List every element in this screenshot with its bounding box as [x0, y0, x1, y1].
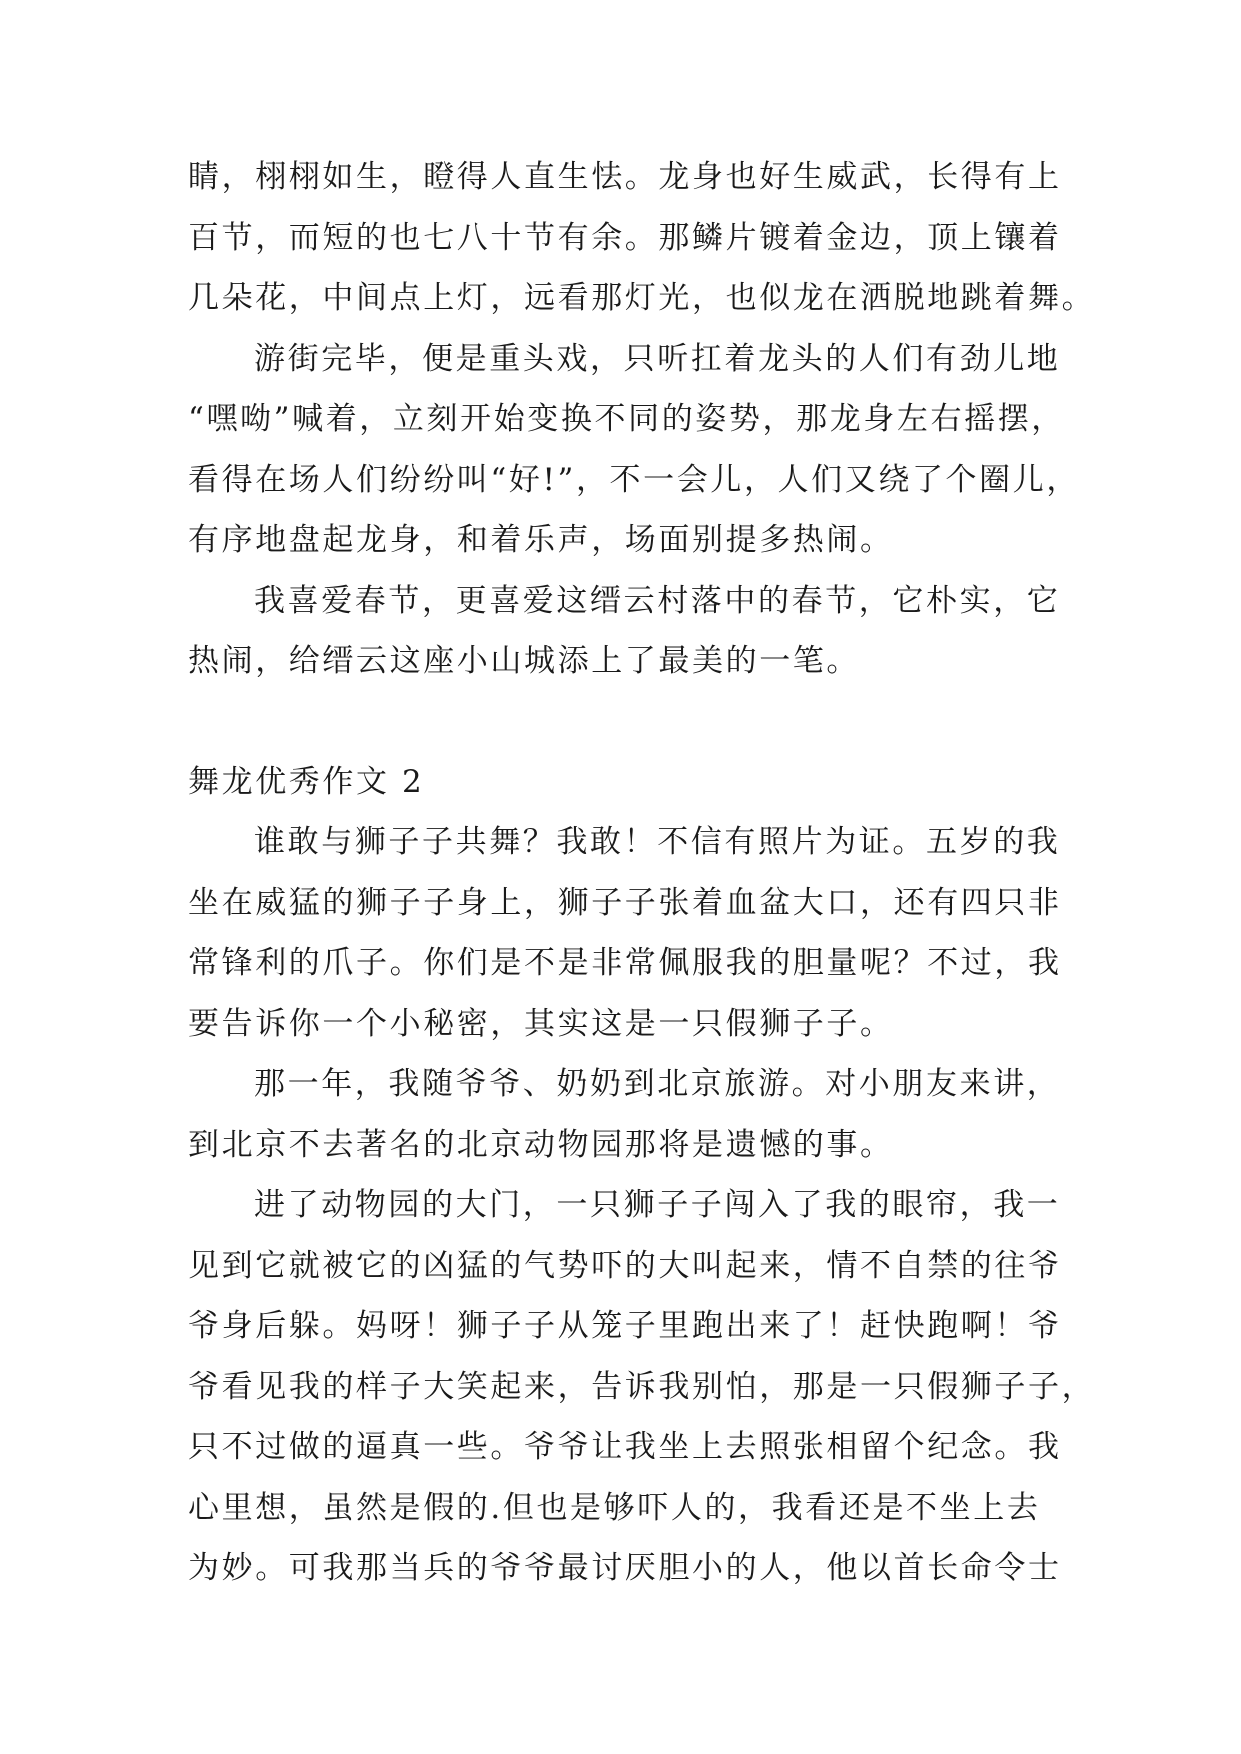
section-heading: 舞龙优秀作文 2: [188, 763, 425, 800]
paragraph-line: 那一年，我随爷爷、奶奶到北京旅游。对小朋友来讲，: [254, 1066, 1061, 1102]
paragraph-line: 睛，栩栩如生，瞪得人直生怯。龙身也好生威武，长得有上: [188, 159, 1062, 195]
paragraph-line: 要告诉你一个小秘密，其实这是一只假狮子子。: [188, 1005, 894, 1042]
paragraph-line: 看得在场人们纷纷叫“好!”，不一会儿，人们又绕了个圈儿，: [188, 461, 1080, 498]
paragraph-line: 到北京不去著名的北京动物园那将是遗憾的事。: [188, 1126, 894, 1163]
paragraph-line: 我喜爱春节，更喜爱这缙云村落中的春节，它朴实，它: [254, 582, 1061, 619]
paragraph-line: 谁敢与狮子子共舞？我敢！不信有照片为证。五岁的我: [254, 824, 1061, 860]
paragraph-line: 只不过做的逼真一些。爷爷让我坐上去照张相留个纪念。我: [188, 1429, 1062, 1465]
paragraph-line: 爷看见我的样子大笑起来，告诉我别怕，那是一只假狮子子，: [188, 1368, 1096, 1405]
paragraph-line: 有序地盘起龙身，和着乐声，场面别提多热闹。: [188, 522, 894, 558]
paragraph-line: 几朵花，中间点上灯，远看那灯光，也似龙在洒脱地跳着舞。: [188, 280, 1096, 316]
paragraph-line: 游街完毕，便是重头戏，只听扛着龙头的人们有劲儿地: [254, 340, 1061, 377]
paragraph-line: 进了动物园的大门，一只狮子子闯入了我的眼帘，我一: [254, 1187, 1061, 1223]
paragraph-line: 百节，而短的也七八十节有余。那鳞片镀着金边，顶上镶着: [188, 219, 1062, 256]
paragraph-line: 热闹，给缙云这座小山城添上了最美的一笔。: [188, 643, 860, 679]
paragraph-line: 见到它就被它的凶猛的气势吓的大叫起来，情不自禁的往爷: [188, 1247, 1062, 1284]
paragraph-line: 常锋利的爪子。你们是不是非常佩服我的胆量呢？不过，我: [188, 945, 1062, 981]
paragraph-line: 心里想，虽然是假的.但也是够吓人的，我看还是不坐上去: [188, 1489, 1041, 1526]
paragraph-line: 为妙。可我那当兵的爷爷最讨厌胆小的人，他以首长命令士: [188, 1550, 1062, 1586]
paragraph-line: “嘿呦”喊着，立刻开始变换不同的姿势，那龙身左右摇摆，: [188, 401, 1065, 437]
paragraph-line: 坐在威猛的狮子子身上，狮子子张着血盆大口，还有四只非: [188, 884, 1062, 921]
paragraph-line: 爷身后躲。妈呀！狮子子从笼子里跑出来了！赶快跑啊！爷: [188, 1308, 1062, 1344]
document-body: [188, 147, 1096, 1599]
